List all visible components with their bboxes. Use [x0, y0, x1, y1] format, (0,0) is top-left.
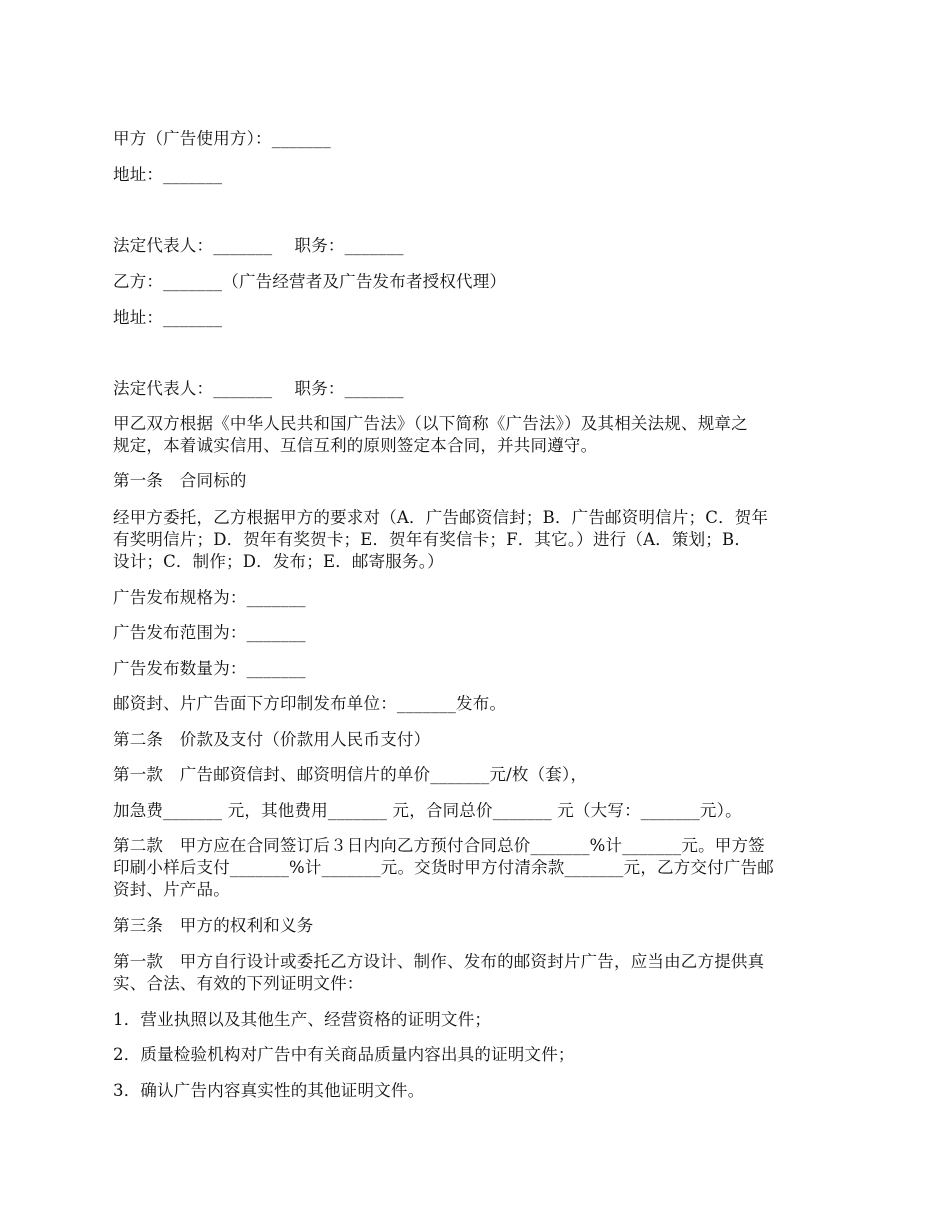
article1-body-line: 有奖明信片；D．贺年有奖贺卡；E．贺年有奖信卡；F．其它。）进行（A．策划；B． [113, 530, 752, 549]
article3-clause1 [113, 951, 841, 995]
article1-body-line: 经甲方委托，乙方根据甲方的要求对（A．广告邮资信封；B．广告邮资明信片；C．贺年 [113, 508, 769, 527]
article3-clause1-line: 第一款 甲方自行设计或委托乙方设计、制作、发布的邮资封片广告，应当由乙方提供真 [113, 952, 765, 971]
party-a-address-line: 地址：_______ [113, 165, 223, 184]
article2-fees-line: 加急费_______ 元，其他费用_______ 元，合同总价_______ 元（大写：_______元）。 [113, 801, 742, 820]
ad-publisher-line: 邮资封、片广告面下方印制发布单位：_______发布。 [113, 694, 507, 713]
article1-body [113, 507, 841, 573]
list-item: 2．质量检验机构对广告中有关商品质量内容出具的证明文件； [113, 1045, 575, 1064]
preamble-paragraph [113, 413, 841, 457]
party-a-representative-line: 法定代表人：_______ 职务：_______ [113, 236, 404, 255]
list-item: 3．确认广告内容真实性的其他证明文件。 [113, 1081, 425, 1100]
ad-spec-line: 广告发布规格为：_______ [113, 588, 306, 607]
list-item: 1．营业执照以及其他生产、经营资格的证明文件； [113, 1010, 492, 1029]
party-a-name-line: 甲方（广告使用方）：_______ [113, 129, 331, 148]
party-b-representative-line: 法定代表人：_______ 职务：_______ [113, 379, 404, 398]
article2-clause2 [113, 835, 841, 901]
article3-title: 第三条 甲方的权利和义务 [113, 916, 314, 935]
ad-scope-line: 广告发布范围为：_______ [113, 623, 306, 642]
article1-title: 第一条 合同标的 [113, 471, 247, 490]
article2-clause1: 第一款 广告邮资信封、邮资明信片的单价_______元/枚（套）， [113, 765, 588, 784]
preamble-line: 规定，本着诚实信用、互信互利的原则签定本合同，并共同遵守。 [113, 436, 598, 455]
party-b-address-line: 地址：_______ [113, 308, 223, 327]
ad-quantity-line: 广告发布数量为：_______ [113, 659, 306, 678]
article2-clause2-line: 印刷小样后支付_______%计_______元。交货时甲方付清余款_______元，乙方交付广告邮 [113, 858, 774, 877]
article2-clause2-line: 资封、片产品。 [113, 880, 230, 899]
preamble-line: 甲乙双方根据《中华人民共和国广告法》（以下简称《广告法》）及其相关法规、规章之 [113, 414, 748, 433]
article2-clause2-line: 第二款 甲方应在合同签订后３日内向乙方预付合同总价_______%计_______元。甲方签 [113, 836, 765, 855]
article2-title: 第二条 价款及支付（价款用人民币支付） [113, 730, 431, 749]
party-b-name-line: 乙方：_______（广告经营者及广告发布者授权代理） [113, 272, 507, 291]
article3-clause1-line: 实、合法、有效的下列证明文件： [113, 974, 364, 993]
article1-body-line: 设计；C．制作；D．发布；E．邮寄服务。） [113, 552, 444, 571]
